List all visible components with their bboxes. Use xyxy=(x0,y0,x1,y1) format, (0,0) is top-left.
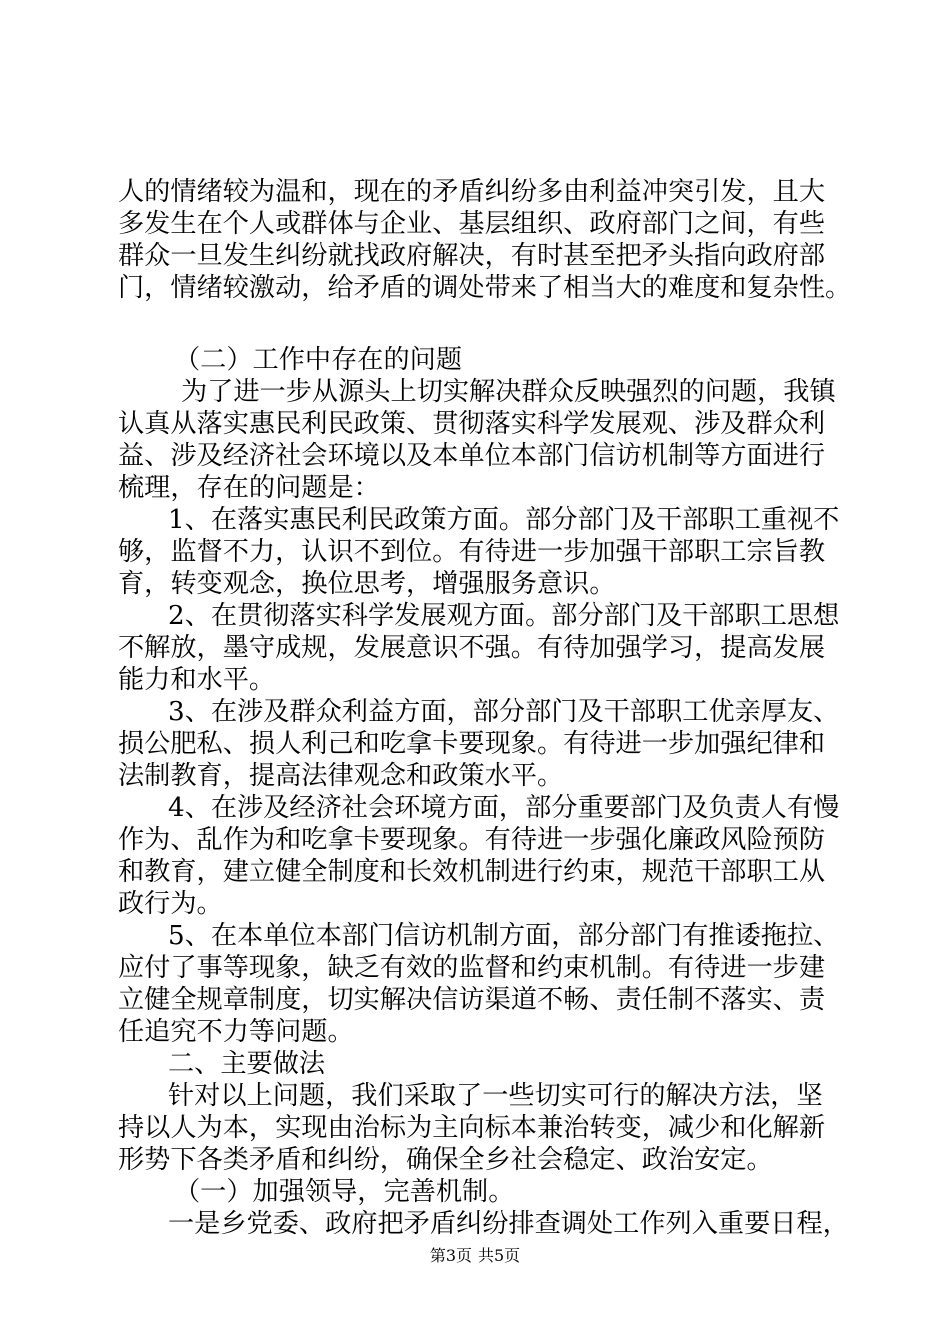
page-number: 第3页 xyxy=(429,1246,472,1265)
text-line: 梳理，存在的问题是： xyxy=(118,473,380,503)
text-line: 任追究不力等问题。 xyxy=(118,1017,354,1047)
text-line: 持以人为本，实现由治标为主向标本兼治转变，减少和化解新 xyxy=(118,1113,826,1143)
document-body xyxy=(118,176,852,1240)
paragraph-gap xyxy=(118,304,836,344)
text-line: 政行为。 xyxy=(118,889,223,919)
text-line: 不解放，墨守成规，发展意识不强。有待加强学习，提高发展 xyxy=(118,633,826,663)
text-line: 群众一旦发生纠纷就找政府解决，有时甚至把矛头指向政府部 xyxy=(118,241,826,271)
section-heading: 二、主要做法 xyxy=(168,1049,326,1079)
list-item-4: 4、在涉及经济社会环境方面，部分重要部门及负责人有慢 xyxy=(168,793,840,823)
text-line: 人的情绪较为温和，现在的矛盾纠纷多由利益冲突引发，且大 xyxy=(118,177,826,207)
text-line: 针对以上问题，我们采取了一些切实可行的解决方法，坚 xyxy=(168,1081,823,1111)
page-total: 共5页 xyxy=(478,1246,521,1265)
list-item-1: 1、在落实惠民利民政策方面。部分部门及干部职工重视不 xyxy=(168,505,840,535)
text-line: 和教育，建立健全制度和长效机制进行约束，规范干部职工从 xyxy=(118,857,826,887)
section-heading: （二）工作中存在的问题 xyxy=(174,345,463,375)
text-line: 法制教育，提高法律观念和政策水平。 xyxy=(118,761,564,791)
text-line: 能力和水平。 xyxy=(118,665,276,695)
text-line: 损公肥私、损人利己和吃拿卡要现象。有待进一步加强纪律和 xyxy=(118,729,826,759)
list-item-5: 5、在本单位本部门信访机制方面，部分部门有推诿拖拉、 xyxy=(168,921,840,951)
text-line: 形势下各类矛盾和纠纷，确保全乡社会稳定、政治安定。 xyxy=(118,1145,773,1175)
text-line: 应付了事等现象，缺乏有效的监督和约束机制。有待进一步建 xyxy=(118,953,826,983)
list-item-3: 3、在涉及群众利益方面，部分部门及干部职工优亲厚友、 xyxy=(168,697,840,727)
list-item-2: 2、在贯彻落实科学发展观方面。部分部门及干部职工思想 xyxy=(168,601,840,631)
text-line: 立健全规章制度，切实解决信访渠道不畅、责任制不落实、责 xyxy=(118,985,826,1015)
subsection-heading: （一）加强领导，完善机制。 xyxy=(174,1177,515,1207)
page-footer xyxy=(0,1246,950,1266)
text-line: 一是乡党委、政府把矛盾纠纷排查调处工作列入重要日程， xyxy=(168,1209,849,1239)
text-line: 为了进一步从源头上切实解决群众反映强烈的问题，我镇 xyxy=(181,377,836,407)
text-line: 多发生在个人或群体与企业、基层组织、政府部门之间，有些 xyxy=(118,209,826,239)
text-line: 益、涉及经济社会环境以及本单位本部门信访机制等方面进行 xyxy=(118,441,826,471)
text-line: 作为、乱作为和吃拿卡要现象。有待进一步强化廉政风险预防 xyxy=(118,825,826,855)
text-line: 够，监督不力，认识不到位。有待进一步加强干部职工宗旨教 xyxy=(118,537,826,567)
text-line: 认真从落实惠民利民政策、贯彻落实科学发展观、涉及群众利 xyxy=(118,409,826,439)
text-line: 门，情绪较激动，给矛盾的调处带来了相当大的难度和复杂性。 xyxy=(118,273,852,303)
text-line: 育，转变观念，换位思考，增强服务意识。 xyxy=(118,569,616,599)
